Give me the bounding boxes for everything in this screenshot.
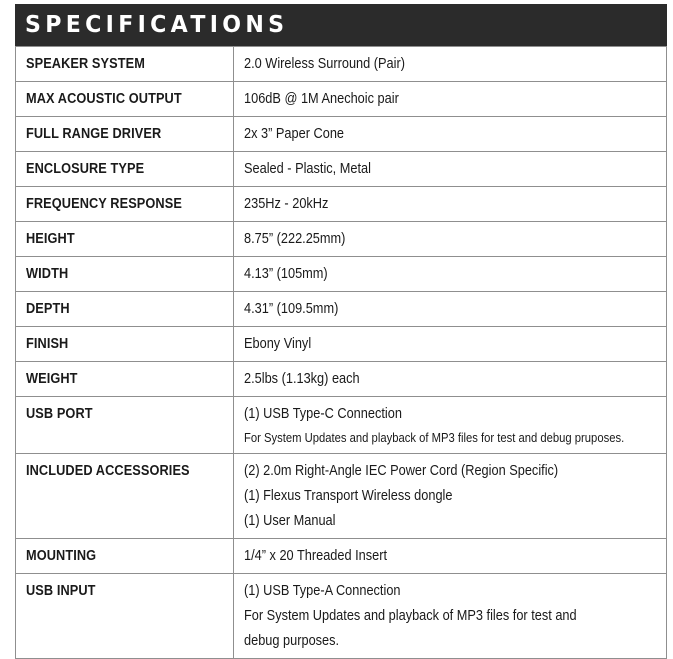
spec-value: 2x 3” Paper Cone: [234, 117, 667, 152]
spec-label: MOUNTING: [16, 539, 234, 574]
table-row: [16, 397, 667, 454]
spec-value: Sealed - Plastic, Metal: [234, 152, 667, 187]
table-row: [16, 222, 667, 257]
spec-sheet: [15, 4, 667, 659]
section-title: SPECIFICATIONS: [25, 12, 289, 38]
spec-label: ENCLOSURE TYPE: [16, 152, 234, 187]
table-row: [16, 327, 667, 362]
spec-value: 106dB @ 1M Anechoic pair: [234, 82, 667, 117]
spec-label: INCLUDED ACCESSORIES: [16, 454, 234, 539]
spec-value: 4.31” (109.5mm): [234, 292, 667, 327]
spec-note: For System Updates and playback of MP3 files for test and debug pruposes.: [244, 431, 625, 445]
spec-value: 2.0 Wireless Surround (Pair): [234, 47, 667, 82]
spec-label: FREQUENCY RESPONSE: [16, 187, 234, 222]
table-row: [16, 362, 667, 397]
table-row: [16, 82, 667, 117]
spec-label: USB INPUT: [16, 574, 234, 659]
spec-value: (1) USB Type-C Connection For System Updates and playback of MP3 files for test and debug pruposes.: [234, 397, 667, 454]
table-row: [16, 187, 667, 222]
table-row: [16, 117, 667, 152]
spec-label: DEPTH: [16, 292, 234, 327]
spec-label: WIDTH: [16, 257, 234, 292]
spec-label: FULL RANGE DRIVER: [16, 117, 234, 152]
table-row: [16, 454, 667, 539]
spec-label: FINISH: [16, 327, 234, 362]
spec-label: HEIGHT: [16, 222, 234, 257]
spec-value: Ebony Vinyl: [234, 327, 667, 362]
spec-label: USB PORT: [16, 397, 234, 454]
spec-label: WEIGHT: [16, 362, 234, 397]
spec-value: 235Hz - 20kHz: [234, 187, 667, 222]
spec-table: [15, 46, 667, 659]
spec-value: 2.5lbs (1.13kg) each: [234, 362, 667, 397]
table-row: [16, 152, 667, 187]
table-row: [16, 292, 667, 327]
table-row: [16, 539, 667, 574]
spec-value: (1) USB Type-A Connection For System Updates and playback of MP3 files for test and debug purposes.: [234, 574, 667, 659]
spec-value: 8.75” (222.25mm): [234, 222, 667, 257]
table-row: [16, 257, 667, 292]
table-row: [16, 574, 667, 659]
spec-label: SPEAKER SYSTEM: [16, 47, 234, 82]
spec-value: 1/4” x 20 Threaded Insert: [234, 539, 667, 574]
spec-value: (2) 2.0m Right-Angle IEC Power Cord (Region Specific) (1) Flexus Transport Wireless dongle (1) User Manual: [234, 454, 667, 539]
table-row: [16, 47, 667, 82]
section-header: [15, 4, 667, 46]
spec-value: 4.13” (105mm): [234, 257, 667, 292]
spec-label: MAX ACOUSTIC OUTPUT: [16, 82, 234, 117]
